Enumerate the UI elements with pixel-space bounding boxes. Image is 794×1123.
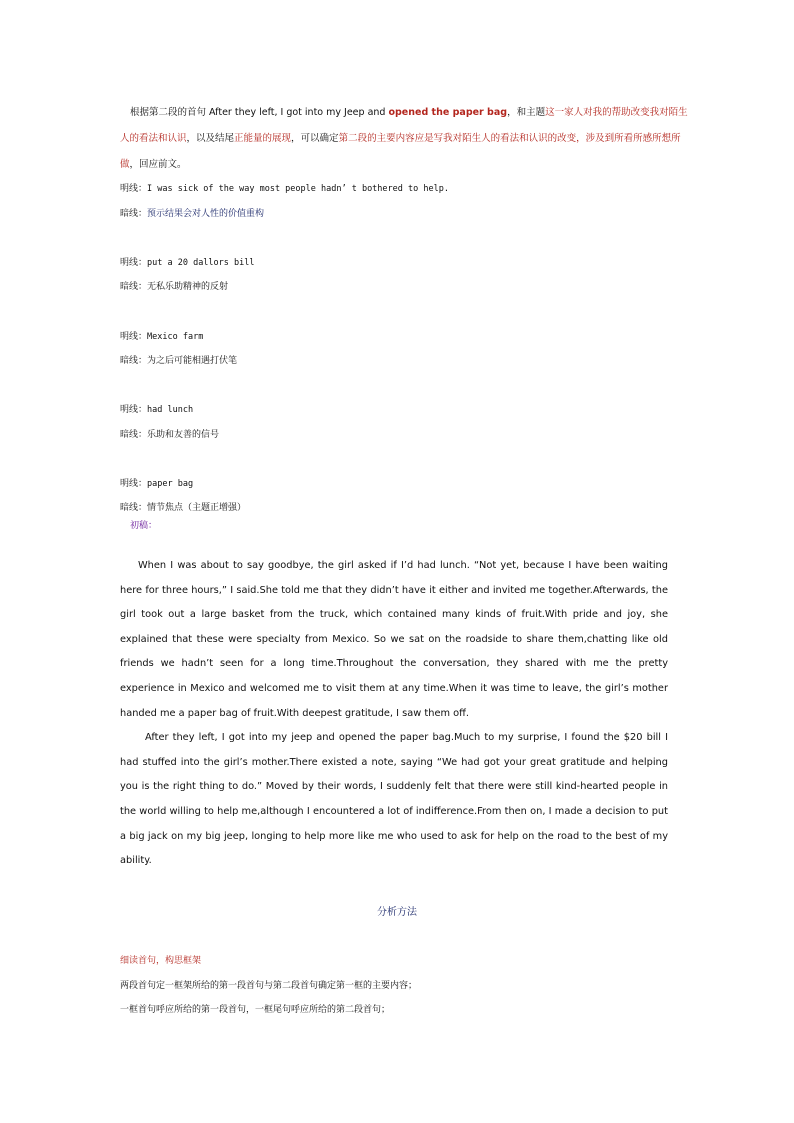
section-title: 分析方法 <box>377 907 417 918</box>
intro-highlight-paper-bag: opened the paper bag <box>388 107 508 118</box>
intro-ending-highlight: 正能量的展现 <box>234 133 292 144</box>
essay-draft <box>120 554 668 874</box>
explicit-clue-3: 明线：Mexico farm <box>120 332 204 342</box>
implicit-clue-1: 暗线：预示结果会对人性的价值重构 <box>120 209 265 219</box>
implicit-clue-4: 暗线：乐助和友善的信号 <box>120 430 220 440</box>
intro-text-2: ，和主题 <box>507 107 546 118</box>
essay-paragraph-1: When I was about to say goodbye, the girl asked if I’d had lunch. “Not yet, because I have been waiting here for three hours,” I said.She told me that they didn’t have it either and invited me together.Afterwards, the girl took out a large basket from the truck, which contained many kinds of fruit.With pride and joy, she explained that these were specialty from Mexico. So we sat on the roadside to share them,chatting like old friends we hadn’t seen for a long time.Throughout the conversation, they shared with me the pretty experience in Mexico and welcomed me to visit them at any time.When it was time to leave, the girl’s mother handed me a paper bag of fruit.With deepest gratitude, I saw them off. <box>120 560 668 719</box>
explicit-clue-1: 明线：I was sick of the way most people hadn’ t bothered to help. <box>120 184 449 194</box>
draft-label: 初稿： <box>130 521 158 531</box>
method-line-2: 一框首句呼应所给的第一段首句，一框尾句呼应所给的第二段首句； <box>120 1005 391 1015</box>
intro-text-5: ，回应前文。 <box>129 159 187 170</box>
intro-paragraph <box>120 100 690 178</box>
method-line-1: 两段首句定一框架所给的第一段首句与第二段首句确定第一框的主要内容； <box>120 981 418 991</box>
essay-paragraph-2: After they left, I got into my jeep and opened the paper bag.Much to my surprise, I found the $20 bill I had stuffed into the girl’s mother.There existed a note, saying “We had got your great gratitude and helping you is the right thing to do.” Moved by their words, I suddenly felt that there were still kind-hearted people in the world willing to help me,although I encountered a lot of indifference.From then on, I made a decision to put a big jack on my big jeep, longing to help more like me who used to ask for help on the road to the best of my ability. <box>120 732 668 867</box>
intro-text-1: 根据第二段的首句 After they left, I got into my Jeep and <box>130 107 389 118</box>
method-heading: 细读首句，构思框架 <box>120 956 202 966</box>
implicit-clue-3: 暗线：为之后可能相遇打伏笔 <box>120 356 238 366</box>
implicit-clue-5: 暗线：情节焦点（主题正增强） <box>120 503 247 513</box>
explicit-clue-5: 明线：paper bag <box>120 479 194 489</box>
intro-text-3: ，以及结尾 <box>186 133 235 144</box>
intro-theme-highlight: 这一家人对我的帮助改变我对陌生人的看法和认识 <box>120 107 688 144</box>
intro-text-4: ，可以确定 <box>291 133 339 144</box>
explicit-clue-4: 明线：had lunch <box>120 405 194 415</box>
implicit-clue-2: 暗线：无私乐助精神的反射 <box>120 282 229 292</box>
explicit-clue-2: 明线：put a 20 dallors bill <box>120 258 255 268</box>
intro-content-highlight: 第二段的主要内容应是写我对陌生人的看法和认识的改变，涉及到所看所感所想所做 <box>120 133 681 170</box>
